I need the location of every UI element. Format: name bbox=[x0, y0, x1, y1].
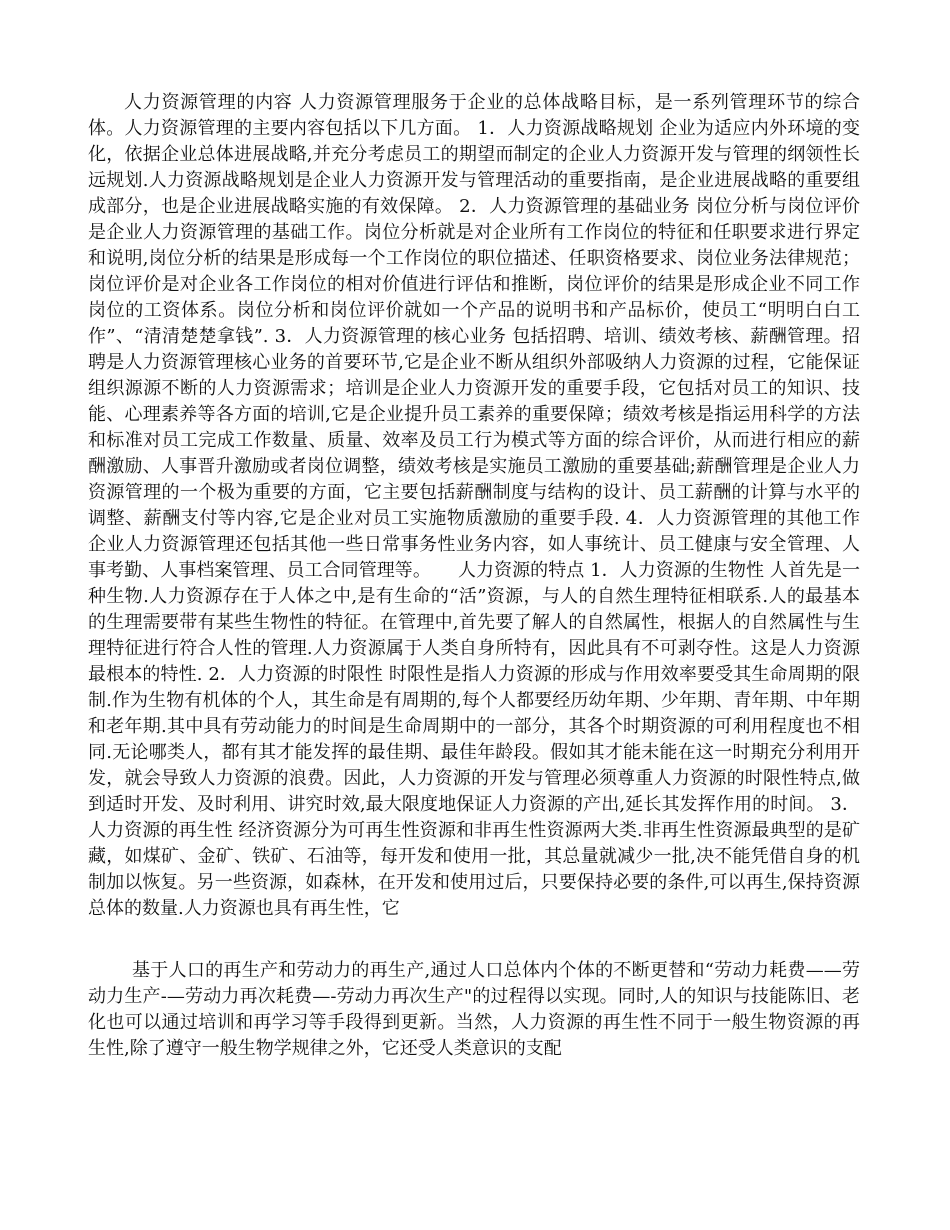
document-page bbox=[88, 90, 860, 1062]
body-paragraph-1: 人力资源管理的内容 人力资源管理服务于企业的总体战略目标，是一系列管理环节的综合体。人力资源管理的主要内容包括以下几方面。 1．人力资源战略规划 企业为适应内外环境的变化，依据企业总体进展战略,并充分考虑员工的期望而制定的企业人力资源开发与管理的纲领性长远规划.人力资源战略规划是企业人力资源开发与管理活动的重要指南，是企业进展战略的重要组成部分，也是企业进展战略实施的有效保障。 2．人力资源管理的基础业务 岗位分析与岗位评价是企业人力资源管理的基础工作。岗位分析就是对企业所有工作岗位的特征和任职要求进行界定和说明,岗位分析的结果是形成每一个工作岗位的职位描述、任职资格要求、岗位业务法律规范；岗位评价是对企业各工作岗位的相对价值进行评估和推断，岗位评价的结果是形成企业不同工作岗位的工资体系。岗位分析和岗位评价就如一个产品的说明书和产品标价，使员工“明明白白工作”、“清清楚楚拿钱”. 3．人力资源管理的核心业务 包括招聘、培训、绩效考核、薪酬管理。招聘是人力资源管理核心业务的首要环节,它是企业不断从组织外部吸纳人力资源的过程，它能保证组织源源不断的人力资源需求；培训是企业人力资源开发的重要手段，它包括对员工的知识、技能、心理素养等各方面的培训,它是企业提升员工素养的重要保障；绩效考核是指运用科学的方法和标准对员工完成工作数量、质量、效率及员工行为模式等方面的综合评价，从而进行相应的薪酬激励、人事晋升激励或者岗位调整，绩效考核是实施员工激励的重要基础;薪酬管理是企业人力资源管理的一个极为重要的方面，它主要包括薪酬制度与结构的设计、员工薪酬的计算与水平的调整、薪酬支付等内容,它是企业对员工实施物质激励的重要手段. 4．人力资源管理的其他工作 企业人力资源管理还包括其他一些日常事务性业务内容，如人事统计、员工健康与安全管理、人事考勤、人事档案管理、员工合同管理等。 人力资源的特点 1．人力资源的生物性 人首先是一种生物.人力资源存在于人体之中,是有生命的“活”资源，与人的自然生理特征相联系.人的最基本的生理需要带有某些生物性的特征。在管理中,首先要了解人的自然属性，根据人的自然属性与生理特征进行符合人性的管理.人力资源属于人类自身所特有，因此具有不可剥夺性。这是人力资源最根本的特性. 2．人力资源的时限性 时限性是指人力资源的形成与作用效率要受其生命周期的限制.作为生物有机体的个人，其生命是有周期的,每个人都要经历幼年期、少年期、青年期、中年期和老年期.其中具有劳动能力的时间是生命周期中的一部分，其各个时期资源的可利用程度也不相同.无论哪类人，都有其才能发挥的最佳期、最佳年龄段。假如其才能未能在这一时期充分利用开发，就会导致人力资源的浪费。因此，人力资源的开发与管理必须尊重人力资源的时限性特点,做到适时开发、及时利用、讲究时效,最大限度地保证人力资源的产出,延长其发挥作用的时间。 3．人力资源的再生性 经济资源分为可再生性资源和非再生性资源两大类.非再生性资源最典型的是矿藏，如煤矿、金矿、铁矿、石油等，每开发和使用一批，其总量就减少一批,决不能凭借自身的机制加以恢复。另一些资源，如森林，在开发和使用过后，只要保持必要的条件,可以再生,保持资源总体的数量.人力资源也具有再生性，它 bbox=[88, 92, 860, 919]
body-paragraph-2: 基于人口的再生产和劳动力的再生产,通过人口总体内个体的不断更替和“劳动力耗费——劳动力生产-—劳动力再次耗费—-劳动力再次生产"的过程得以实现。同时,人的知识与技能陈旧、老化也可以通过培训和再学习等手段得到更新。当然，人力资源的再生性不同于一般生物资源的再生性,除了遵守一般生物学规律之外，它还受人类意识的支配 bbox=[88, 960, 860, 1059]
